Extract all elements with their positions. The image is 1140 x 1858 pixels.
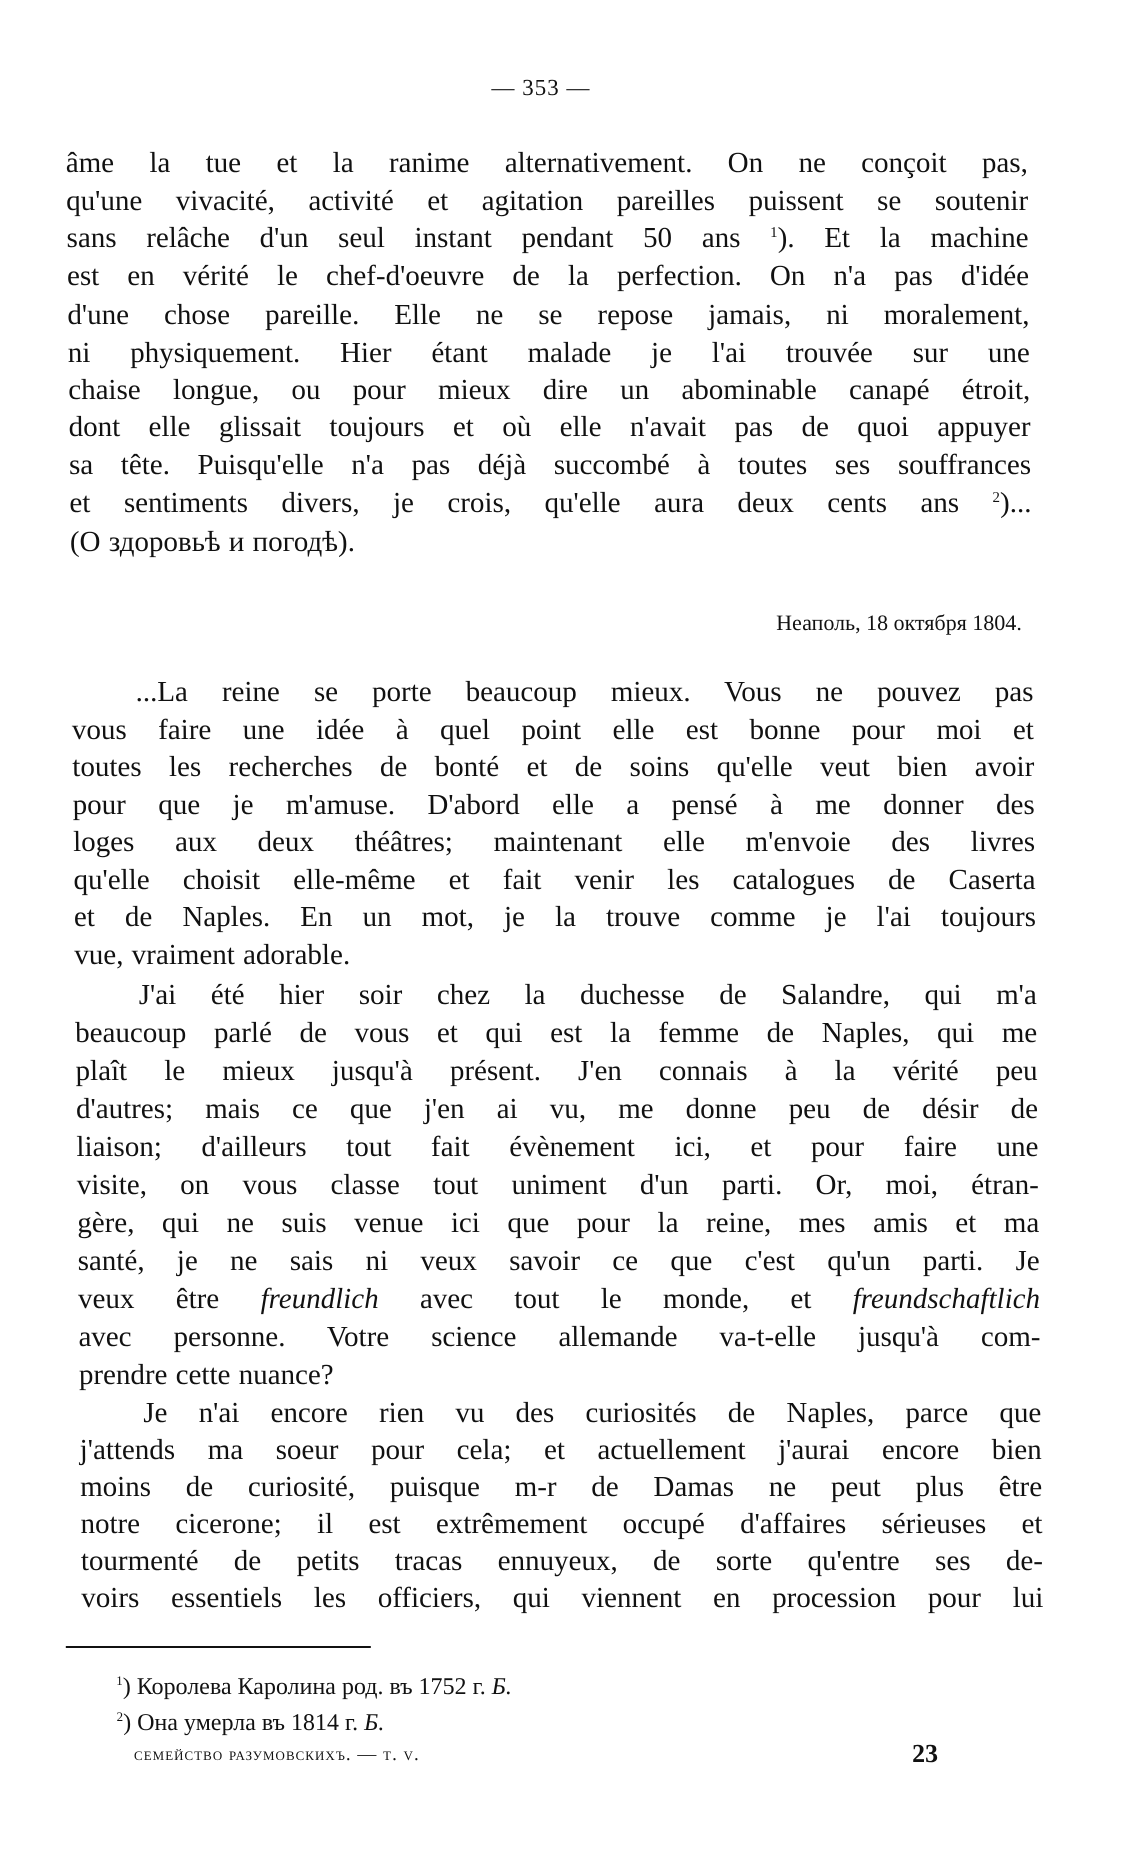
text-span: sans relâche d'un seul instant pendant 50 ans	[66, 222, 741, 254]
italic-word: freundlich	[260, 1283, 379, 1315]
text-line: tourmenté de petits tracas ennuyeux, de sorte qu'entre ses de-	[80, 1545, 1044, 1577]
text-line: ni physiquement. Hier étant malade je l'ai trouvée sur une	[67, 337, 1030, 369]
text-line: chaise longue, ou pour mieux dire un abominable canapé étroit,	[68, 374, 1031, 406]
text-line: sa tête. Puisqu'elle n'a pas déjà succombé à toutes ses souffrances	[68, 449, 1032, 481]
text-line: est en vérité le chef-d'oeuvre de la perfection. On n'a pas d'idée	[66, 260, 1030, 292]
footnote-ref-1[interactable]: 1	[769, 225, 778, 241]
text-line: qu'une vivacité, activité et agitation pareilles puissent se soutenir	[66, 185, 1029, 217]
footnote-text: ) Она умерла въ 1814 г.	[123, 1710, 365, 1736]
footnote-rule	[66, 1646, 371, 1648]
text-line: (О здоровьѣ и погодѣ).	[69, 526, 356, 558]
text-line: prendre cette nuance?	[78, 1359, 334, 1391]
text-line: visite, on vous classe tout uniment d'un parti. Or, moi, étran-	[76, 1169, 1039, 1201]
text-line	[78, 1280, 1040, 1318]
footnote-marker: 1	[116, 1673, 123, 1688]
text-line: J'ai été hier soir chez la duchesse de Salandre, qui m'a	[138, 979, 1037, 1011]
text-line: d'une chose pareille. Elle ne se repose jamais, ni moralement,	[67, 299, 1030, 331]
signature-line: семейство разумовскихъ. — т. v.	[133, 1744, 420, 1765]
text-line	[66, 219, 1028, 257]
text-line: dont elle glissait toujours et où elle n'avait pas de quoi appuyer	[68, 411, 1031, 443]
text-line: vue, vraiment adorable.	[74, 939, 351, 971]
text-line: qu'elle choisit elle-même et fait venir les catalogues de Caserta	[73, 864, 1036, 896]
footnote-signature: Б.	[491, 1674, 512, 1700]
footnote-marker: 2	[116, 1709, 124, 1724]
text-line: Je n'ai encore rien vu des curiosités de Naples, parce que	[143, 1397, 1042, 1429]
page-number: — 353 —	[491, 75, 591, 100]
text-line: notre cicerone; il est extrêmement occupé d'affaires sérieuses et	[80, 1508, 1043, 1540]
text-line: voirs essentiels les officiers, qui viennent en procession pour lui	[81, 1582, 1044, 1614]
footnote-ref-2[interactable]: 2	[992, 490, 1001, 506]
italic-word: freundschaftlich	[852, 1283, 1041, 1315]
footnote-1	[116, 1670, 512, 1704]
footnote-text: ) Королева Каролина род. въ 1752 г.	[122, 1674, 492, 1700]
text-line: j'attends ma soeur pour cela; et actuellement j'aurai encore bien	[79, 1434, 1042, 1466]
footnote-2	[116, 1706, 384, 1740]
text-line: moins de curiosité, puisque m-r de Damas ne peut plus être	[79, 1471, 1043, 1503]
text-span: )...	[999, 487, 1032, 519]
text-line: loges aux deux théâtres; maintenant elle m'envoie des livres	[72, 826, 1036, 858]
text-line: liaison; d'ailleurs tout fait évènement ici, et pour faire une	[76, 1131, 1039, 1163]
text-line: plaît le mieux jusqu'à présent. J'en connais à la vérité peu	[75, 1055, 1038, 1087]
text-line: âme la tue et la ranime alternativement. On ne conçoit pas,	[65, 147, 1028, 179]
text-line: ...La reine se porte beaucoup mieux. Vous ne pouvez pas	[135, 676, 1034, 708]
text-line: santé, je ne sais ni veux savoir ce que c'est qu'un parti. Je	[77, 1245, 1040, 1277]
text-line: d'autres; mais ce que j'en ai vu, me donne peu de désir de	[75, 1093, 1039, 1125]
text-line: avec personne. Votre science allemande va-t-elle jusqu'à com-	[78, 1321, 1041, 1353]
text-span: veux être	[77, 1283, 261, 1315]
text-line: pour que je m'amuse. D'abord elle a pensé à me donner des	[72, 789, 1035, 821]
text-line: vous faire une idée à quel point elle est bonne pour moi et	[71, 714, 1035, 746]
text-line: toutes les recherches de bonté et de soins qu'elle veut bien avoir	[72, 751, 1035, 783]
footnote-signature: Б.	[363, 1710, 385, 1736]
text-line: beaucoup parlé de vous et qui est la femme de Naples, qui me	[75, 1017, 1038, 1049]
text-line	[69, 484, 1031, 522]
text-span: ). Et la machine	[777, 222, 1029, 254]
dateline: Неаполь, 18 октября 1804.	[776, 610, 1022, 635]
text-span: avec tout le monde, et	[378, 1283, 853, 1315]
text-line: et de Naples. En un mot, je la trouve comme je l'ai toujours	[73, 901, 1037, 933]
signature-number: 23	[911, 1739, 939, 1768]
text-span: et sentiments divers, je crois, qu'elle aura deux cents ans	[69, 487, 960, 519]
text-line: gère, qui ne suis venue ici que pour la reine, mes amis et ma	[77, 1207, 1040, 1239]
